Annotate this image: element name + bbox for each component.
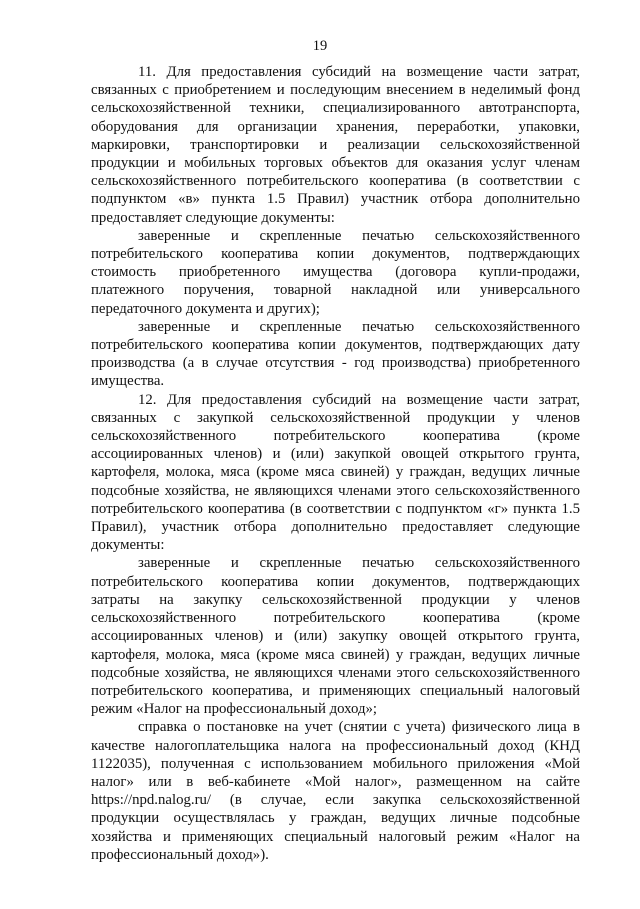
text-line: Правил), участник отбора дополнительно предоставляет следующие: [91, 519, 580, 536]
text-line: потребительского кооператива копии документов, подтверждающих дату: [91, 337, 580, 354]
text-line: картофеля, молока, мяса (кроме мяса свиней) у граждан, ведущих личные: [91, 646, 580, 663]
text-line: производства (а в случае отсутствия - год производства) приобретенного: [91, 355, 580, 372]
text-line: связанных с закупкой сельскохозяйственной продукции у членов: [91, 409, 580, 426]
text-line: ассоциированных членов) и (или) закупкой овощей открытого грунта,: [91, 446, 580, 463]
text-line: заверенные и скрепленные печатью сельскохозяйственного: [138, 318, 580, 335]
text-line: документы:: [91, 537, 165, 554]
text-line: картофеля, молока, мяса (кроме мяса свиней) у граждан, ведущих личные: [91, 464, 580, 481]
text-line: справка о постановке на учет (снятии с учета) физического лица в: [138, 719, 580, 736]
text-line: 1122035), полученная с использованием мобильного приложения «Мой: [91, 755, 580, 772]
text-line: сельскохозяйственной техники, специализированного автотранспорта,: [91, 100, 580, 117]
paragraph: [91, 227, 580, 318]
text-line: сельскохозяйственного потребительского кооператива (в соответствии с: [91, 173, 580, 190]
text-line: 11. Для предоставления субсидий на возмещение части затрат,: [138, 64, 580, 80]
text-line: оборудования для организации хранения, переработки, упаковки,: [91, 118, 580, 135]
text-line: подпунктом «в» пункта 1.5 Правил) участник отбора дополнительно: [91, 191, 580, 208]
text-line: 12. Для предоставления субсидий на возмещение части затрат,: [138, 391, 580, 408]
paragraph: [91, 63, 580, 227]
text-line: потребительского кооператива копии документов, подтверждающих: [91, 573, 580, 590]
page-number: 19: [312, 38, 328, 54]
text-line: платежного поручения, товарной накладной или универсального: [91, 282, 580, 299]
text-line: ассоциированных членов) и (или) закупку овощей открытого грунта,: [91, 628, 580, 645]
text-line: потребительского кооператива копии документов, подтверждающих: [91, 246, 580, 263]
paragraph: [91, 554, 580, 718]
paragraph: [91, 391, 580, 555]
text-line: имущества.: [91, 373, 165, 390]
text-line: хозяйства и применяющих специальный налоговый режим «Налог на: [91, 828, 580, 845]
text-line: подсобные хозяйства, не являющихся членами этого сельскохозяйственного: [91, 482, 580, 499]
text-line: передаточного документа и других);: [91, 300, 320, 317]
paragraph: [91, 718, 580, 864]
text-line: сельскохозяйственного потребительского кооператива (кроме: [91, 610, 580, 627]
text-line: подсобные хозяйства, не являющихся членами этого сельскохозяйственного: [91, 664, 580, 681]
text-line: продукции и мобильных торговых объектов для оказания услуг членам: [91, 155, 580, 172]
text-line: стоимость приобретенного имущества (договора купли-продажи,: [91, 264, 580, 281]
text-line: маркировки, транспортировки и реализации сельскохозяйственной: [91, 136, 580, 153]
text-line: налог» или в веб-кабинете «Мой налог», размещенном на сайте: [91, 773, 580, 790]
text-line: заверенные и скрепленные печатью сельскохозяйственного: [138, 227, 580, 244]
text-line: заверенные и скрепленные печатью сельскохозяйственного: [138, 555, 580, 572]
text-line: затраты на закупку сельскохозяйственной продукции у членов: [91, 591, 580, 608]
text-line: профессиональный доход»).: [91, 846, 269, 863]
text-line: качестве налогоплательщика налога на профессиональный доход (КНД: [91, 737, 580, 754]
text-line: режим «Налог на профессиональный доход»;: [91, 701, 378, 718]
text-line: https://npd.nalog.ru/ (в случае, если закупка сельскохозяйственной: [91, 792, 580, 809]
text-line: связанных с приобретением и последующим внесением в неделимый фонд: [91, 82, 580, 99]
paragraph: [91, 318, 580, 391]
document-body: [91, 63, 580, 864]
text-line: предоставляет следующие документы:: [91, 209, 335, 226]
text-line: сельскохозяйственного потребительского кооператива (кроме: [91, 428, 580, 445]
text-line: потребительского кооператива, и применяющих специальный налоговый: [91, 682, 580, 699]
text-line: потребительского кооператива (в соответствии с подпунктом «г» пункта 1.5: [91, 500, 580, 517]
text-line: продукции осуществлялась у граждан, ведущих личные подсобные: [91, 810, 580, 827]
